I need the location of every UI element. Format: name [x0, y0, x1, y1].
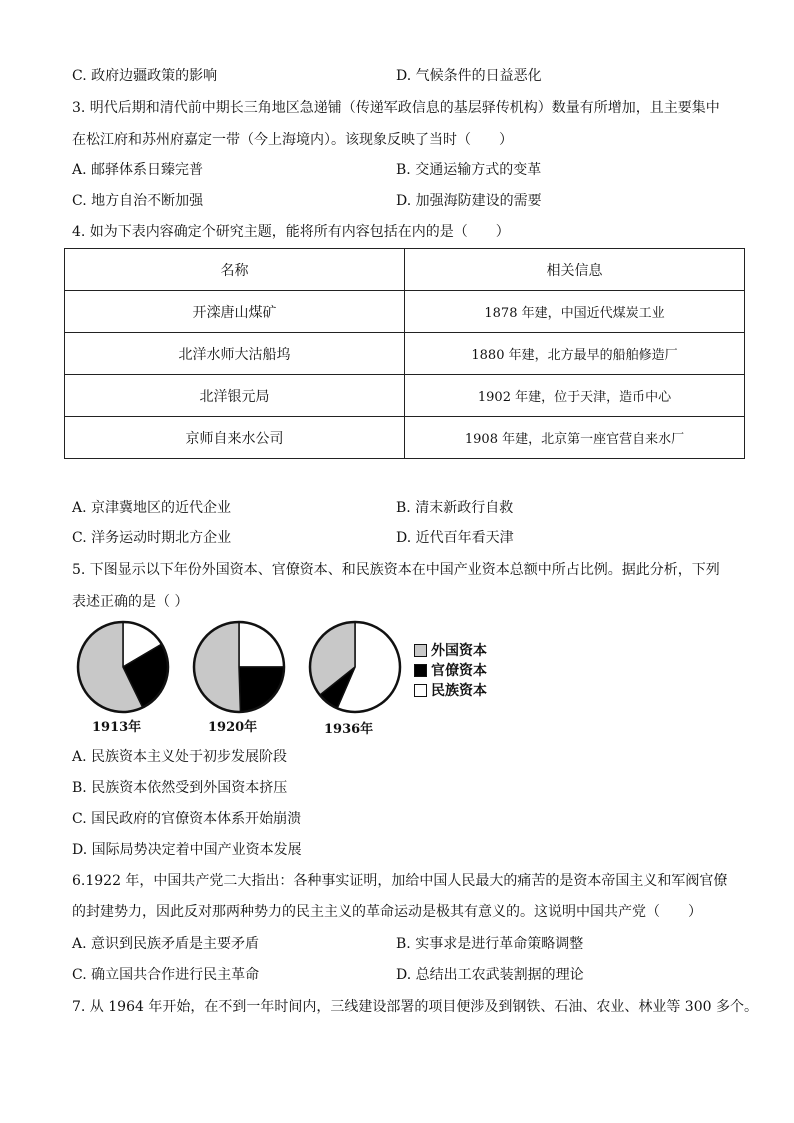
table-row: [65, 417, 745, 459]
q6-option-a: A. 意识到民族矛盾是主要矛盾: [72, 936, 260, 952]
q4-option-d: D. 近代百年看天津: [396, 530, 514, 546]
table-cell-name: 北洋银元局: [65, 375, 405, 417]
q6-stem-line2: 的封建势力，因此反对那两种势力的民主主义的革命运动是极其有意义的。这说明中国共产党（ ）: [72, 904, 702, 920]
table-cell-info: 1878 年建，中国近代煤炭工业: [405, 291, 745, 333]
q3-option-a: A. 邮驿体系日臻完普: [72, 162, 204, 178]
table-cell-info: 1902 年建，位于天津，造币中心: [405, 375, 745, 417]
pie-label-1920: 1920年: [208, 720, 258, 735]
q5-stem-line1: 5. 下图显示以下年份外国资本、官僚资本、和民族资本在中国产业资本总额中所占比例。据此分析，下列: [72, 562, 720, 578]
q4-option-a: A. 京津冀地区的近代企业: [72, 500, 232, 516]
table-header-info: 相关信息: [405, 249, 745, 291]
q3-option-b: B. 交通运输方式的变革: [396, 162, 542, 178]
pie-label-1913: 1913年: [92, 720, 142, 735]
q5-stem-line2: 表述正确的是（ ）: [72, 594, 189, 610]
q5-option-c: C. 国民政府的官僚资本体系开始崩溃: [72, 811, 302, 827]
table-cell-name: 京师自来水公司: [65, 417, 405, 459]
table-cell-name: 开滦唐山煤矿: [65, 291, 405, 333]
q6-stem-line1: 6.1922 年，中国共产党二大指出：各种事实证明，加给中国人民最大的痛苦的是资本帝国主义和军阀官僚: [72, 873, 728, 889]
q5-option-d: D. 国际局势决定着中国产业资本发展: [72, 842, 302, 858]
q3-stem-line2: 在松江府和苏州府嘉定一带（今上海境内）。该现象反映了当时（ ）: [72, 132, 513, 148]
q5-option-a: A. 民族资本主义处于初步发展阶段: [72, 749, 288, 765]
q4-info-table: [64, 248, 745, 459]
table-cell-info: 1908 年建，北京第一座官营自来水厂: [405, 417, 745, 459]
legend-item-foreign: [414, 640, 487, 660]
table-header-name: 名称: [65, 249, 405, 291]
q2-option-d: D. 气候条件的日益恶化: [396, 68, 542, 84]
q5-option-b: B. 民族资本依然受到外国资本挤压: [72, 780, 288, 796]
q7-stem: 7. 从 1964 年开始，在不到一年时间内，三线建设部署的项目便涉及到钢铁、石油、农业、林业等 300 多个。: [72, 999, 758, 1015]
legend-swatch-national: [414, 684, 427, 697]
legend-swatch-foreign: [414, 644, 427, 657]
q2-option-c: C. 政府边疆政策的影响: [72, 68, 218, 84]
pie-legend: [414, 640, 487, 700]
pie-label-1936: 1936年: [324, 722, 374, 737]
table-cell-name: 北洋水师大沽船坞: [65, 333, 405, 375]
table-cell-info: 1880 年建，北方最早的船舶修造厂: [405, 333, 745, 375]
table-row: [65, 375, 745, 417]
q6-option-b: B. 实事求是进行革命策略调整: [396, 936, 584, 952]
table-row: [65, 333, 745, 375]
table-header-row: [65, 249, 745, 291]
q3-option-d: D. 加强海防建设的需要: [396, 193, 542, 209]
legend-label-national: 民族资本: [431, 683, 487, 699]
q3-stem-line1: 3. 明代后期和清代前中期长三角地区急递铺（传递军政信息的基层驿传机构）数量有所增加，且主要集中: [72, 100, 720, 116]
q3-option-c: C. 地方自治不断加强: [72, 193, 204, 209]
legend-swatch-bureaucratic: [414, 664, 427, 677]
legend-item-national: [414, 680, 487, 700]
q4-option-c: C. 洋务运动时期北方企业: [72, 530, 232, 546]
table-row: [65, 291, 745, 333]
legend-label-foreign: 外国资本: [431, 643, 487, 659]
legend-item-bureaucratic: [414, 660, 487, 680]
q6-option-d: D. 总结出工农武装割据的理论: [396, 967, 584, 983]
pie-slice-2-外国资本: [194, 622, 240, 712]
q4-stem: 4. 如为下表内容确定个研究主题，能将所有内容包括在内的是（ ）: [72, 224, 510, 240]
legend-label-bureaucratic: 官僚资本: [431, 663, 487, 679]
q4-option-b: B. 清末新政行自救: [396, 500, 514, 516]
q6-option-c: C. 确立国共合作进行民主革命: [72, 967, 260, 983]
